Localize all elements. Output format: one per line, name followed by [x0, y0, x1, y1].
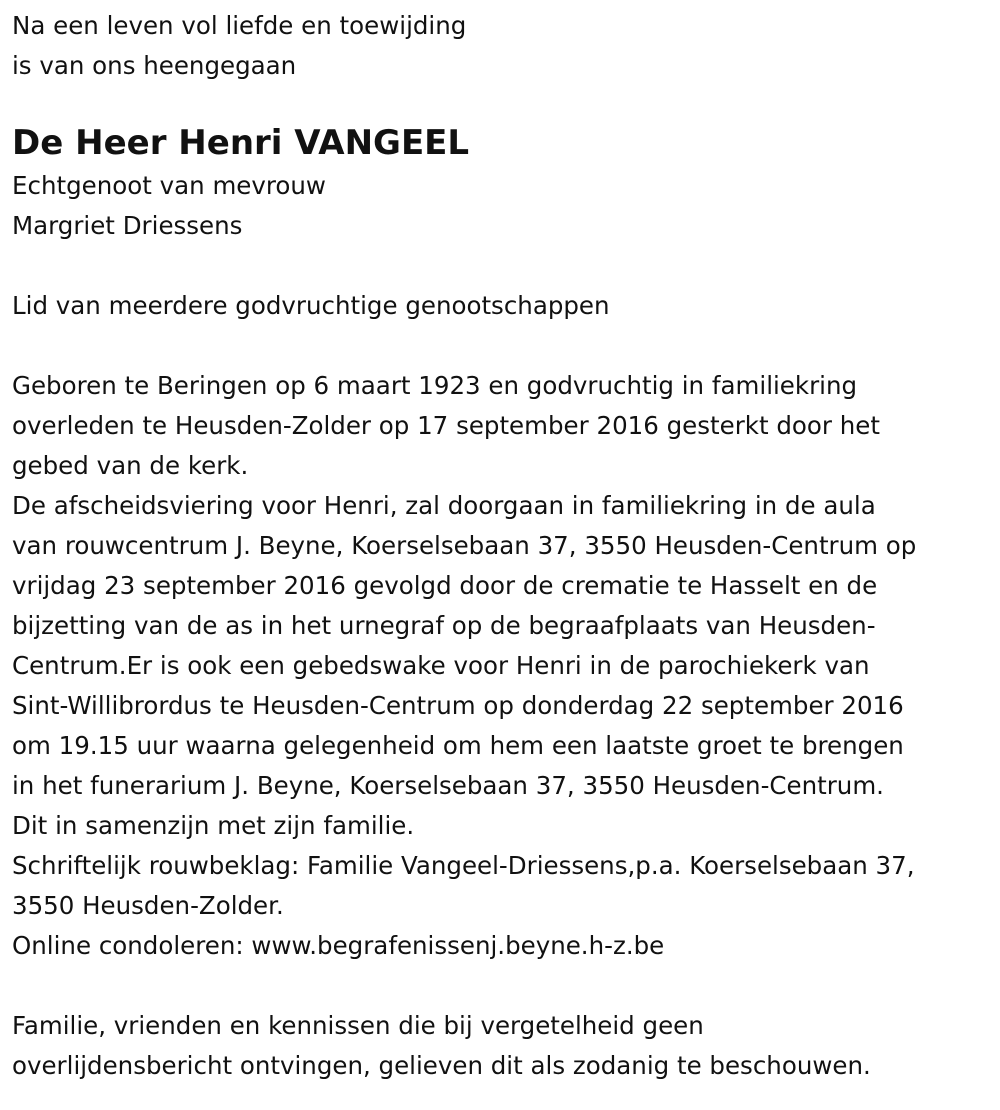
deceased-name: De Heer Henri VANGEEL [12, 123, 470, 163]
body-line: Geboren te Beringen op 6 maart 1923 en godvruchtig in familiekring [12, 371, 858, 400]
spouse-line-2: Margriet Driessens [12, 211, 243, 240]
body-line: 3550 Heusden-Zolder. [12, 891, 284, 920]
condolence-website: Online condoleren: www.begrafenissenj.beyne.h-z.be [12, 931, 665, 960]
spacer [12, 966, 1000, 1006]
body-text [12, 366, 1000, 966]
body-line: Sint-Willibrordus te Heusden-Centrum op donderdag 22 september 2016 [12, 691, 904, 720]
body-line: gebed van de kerk. [12, 451, 249, 480]
body-line: De afscheidsviering voor Henri, zal doorgaan in familiekring in de aula [12, 491, 876, 520]
body-line: van rouwcentrum J. Beyne, Koerselsebaan 37, 3550 Heusden-Centrum op [12, 531, 917, 560]
spacer [12, 246, 1000, 286]
body-line: om 19.15 uur waarna gelegenheid om hem een laatste groet te brengen [12, 731, 904, 760]
body-line: vrijdag 23 september 2016 gevolgd door de crematie te Hasselt en de [12, 571, 878, 600]
closing-line-1: Familie, vrienden en kennissen die bij vergetelheid geen [12, 1011, 704, 1040]
body-line: bijzetting van de as in het urnegraf op de begraafplaats van Heusden- [12, 611, 876, 640]
body-line: Centrum.Er is ook een gebedswake voor Henri in de parochiekerk van [12, 651, 870, 680]
closing-line-2: overlijdensbericht ontvingen, gelieven dit als zodanig te beschouwen. [12, 1051, 871, 1080]
body-line: overleden te Heusden-Zolder op 17 september 2016 gesterkt door het [12, 411, 880, 440]
body-line: in het funerarium J. Beyne, Koerselsebaan 37, 3550 Heusden-Centrum. [12, 771, 884, 800]
body-line: Dit in samenzijn met zijn familie. [12, 811, 415, 840]
intro-line-1: Na een leven vol liefde en toewijding [12, 11, 467, 40]
spacer [12, 326, 1000, 366]
spouse-line-1: Echtgenoot van mevrouw [12, 171, 326, 200]
body-line: Schriftelijk rouwbeklag: Familie Vangeel-Driessens,p.a. Koerselsebaan 37, [12, 851, 915, 880]
intro-line-2: is van ons heengegaan [12, 51, 297, 80]
membership-line: Lid van meerdere godvruchtige genootschappen [12, 291, 610, 320]
